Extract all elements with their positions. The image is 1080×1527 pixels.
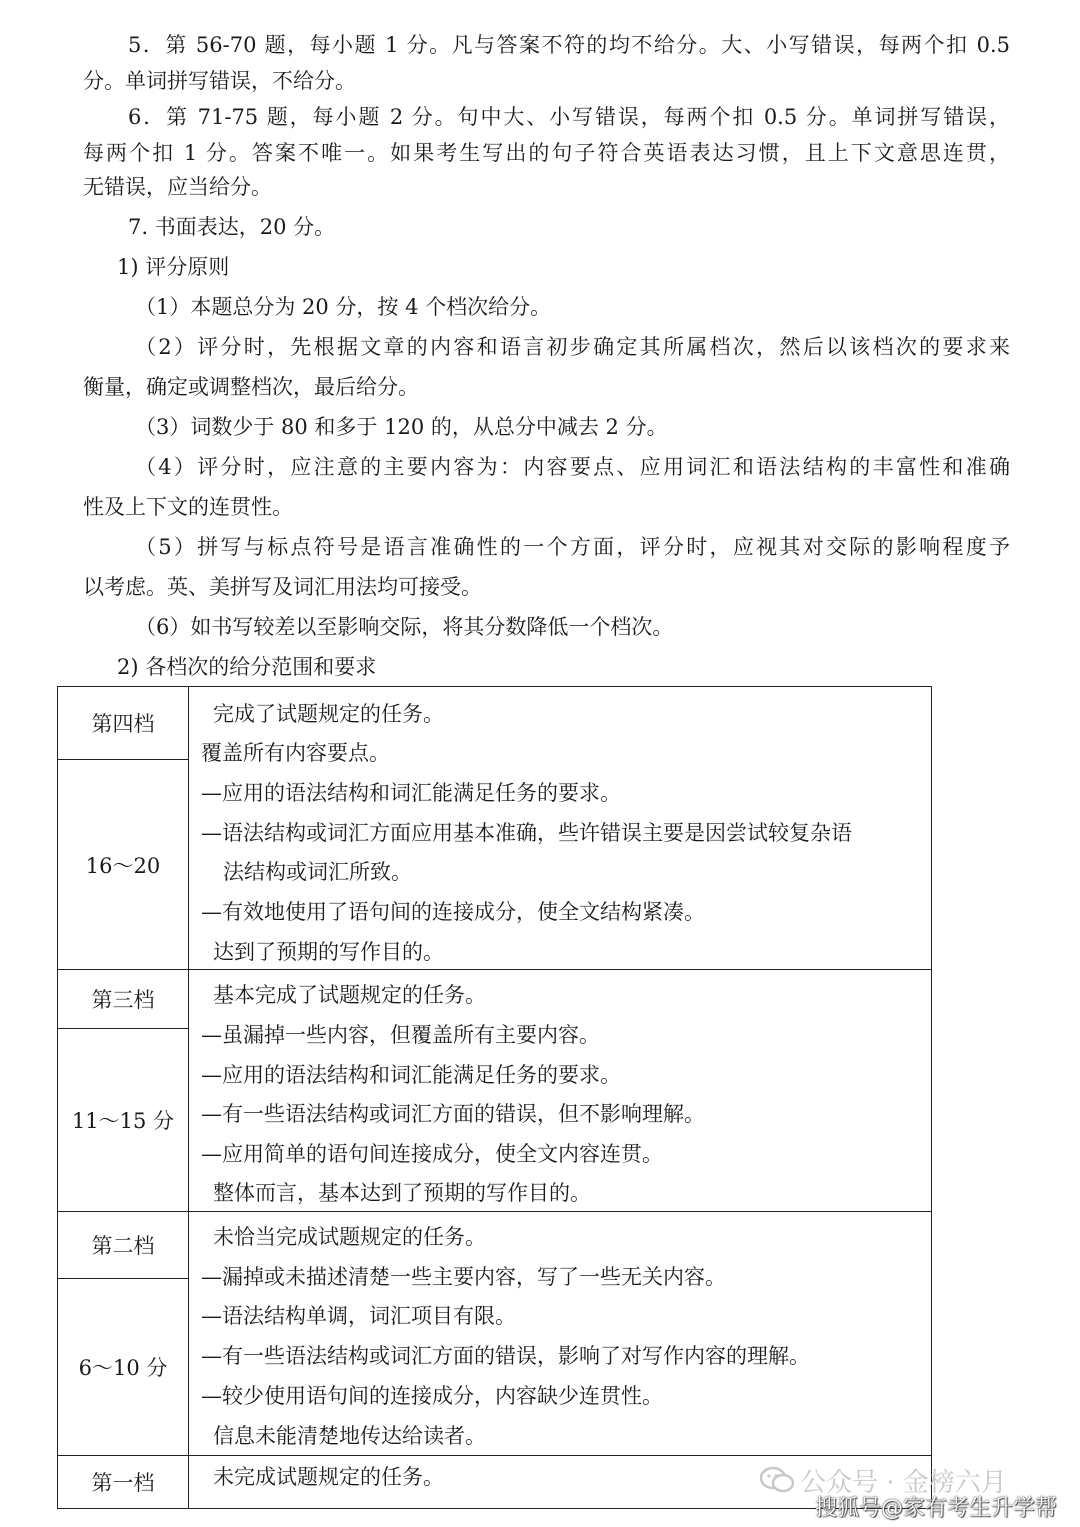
- tier-2-line-5: —较少使用语句间的连接成分，内容缺少连贯性。: [201, 1384, 663, 1408]
- rubric-table: [57, 686, 932, 1509]
- tier-2-line-3: —语法结构单调，词汇项目有限。: [201, 1304, 516, 1328]
- tier-2-line-4: —有一些语法结构或词汇方面的错误，影响了对写作内容的理解。: [201, 1344, 810, 1368]
- tier-3-line-6: 整体而言，基本达到了预期的写作目的。: [213, 1181, 591, 1205]
- tier-4-requirements: [189, 687, 932, 970]
- tier-2-line-6: 信息未能清楚地传达给读者。: [213, 1424, 486, 1448]
- tier-3-line-2: —虽漏掉一些内容，但覆盖所有主要内容。: [201, 1023, 600, 1047]
- tier-3-line-1: 基本完成了试题规定的任务。: [213, 983, 486, 1007]
- tier-4-range: 16～20: [58, 760, 189, 970]
- wechat-icon: [760, 1466, 794, 1494]
- tier-1-line-1: 未完成试题规定的任务。: [213, 1465, 444, 1489]
- tier-2-line-1: 未恰当完成试题规定的任务。: [213, 1225, 486, 1249]
- principle-1: （1）本题总分为 20 分，按 4 个档次给分。: [135, 295, 552, 319]
- section-2-heading: 2) 各档次的给分范围和要求: [117, 655, 377, 679]
- tier-4-line-2: 覆盖所有内容要点。: [201, 741, 390, 765]
- tier-4-line-7: 达到了预期的写作目的。: [213, 940, 444, 964]
- tier-3-range: 11～15 分: [58, 1029, 189, 1212]
- principle-5-line-2: 以考虑。英、美拼写及词汇用法均可接受。: [83, 575, 482, 599]
- principle-5-line-1: （5）拼写与标点符号是语言准确性的一个方面，评分时，应视其对交际的影响程度予: [135, 535, 1010, 559]
- tier-4-line-3: —应用的语法结构和词汇能满足任务的要求。: [201, 781, 621, 805]
- rule-7-heading: 7. 书面表达，20 分。: [128, 215, 336, 239]
- tier-3-line-3: —应用的语法结构和词汇能满足任务的要求。: [201, 1063, 621, 1087]
- principle-6: （6）如书写较差以至影响交际，将其分数降低一个档次。: [135, 615, 674, 639]
- tier-2-name: 第二档: [58, 1212, 189, 1279]
- tier-4-line-4: —语法结构或词汇方面应用基本准确，些许错误主要是因尝试较复杂语: [201, 821, 852, 845]
- principle-3: （3）词数少于 80 和多于 120 的，从总分中减去 2 分。: [135, 415, 668, 439]
- tier-4-name: 第四档: [58, 687, 189, 760]
- rule-5-line-2: 分。单词拼写错误，不给分。: [83, 69, 356, 93]
- rule-6-line-3: 无错误，应当给分。: [83, 175, 272, 199]
- wechat-watermark: 公众号 · 金榜六月: [800, 1468, 1007, 1498]
- rule-6-line-1: 6．第 71-75 题，每小题 2 分。句中大、小写错误，每两个扣 0.5 分。单词拼写错误，: [128, 105, 1010, 129]
- tier-3-line-4: —有一些语法结构或词汇方面的错误，但不影响理解。: [201, 1102, 705, 1126]
- tier-4-line-1: 完成了试题规定的任务。: [213, 702, 444, 726]
- tier-2-line-2: —漏掉或未描述清楚一些主要内容，写了一些无关内容。: [201, 1265, 726, 1289]
- tier-4-line-6: —有效地使用了语句间的连接成分，使全文结构紧凑。: [201, 900, 705, 924]
- tier-2-range: 6～10 分: [58, 1279, 189, 1456]
- principle-4-line-1: （4）评分时，应注意的主要内容为：内容要点、应用词汇和语法结构的丰富性和准确: [135, 455, 1010, 479]
- principle-2-line-1: （2）评分时，先根据文章的内容和语言初步确定其所属档次，然后以该档次的要求来: [135, 335, 1010, 359]
- rule-5-line-1: 5．第 56-70 题，每小题 1 分。凡与答案不符的均不给分。大、小写错误，每两个扣 0.5: [128, 33, 1010, 57]
- tier-4-line-5: 法结构或词汇所致。: [223, 860, 412, 884]
- tier-3-requirements: [189, 970, 932, 1212]
- tier-3-name: 第三档: [58, 970, 189, 1029]
- tier-1-name: 第一档: [58, 1456, 189, 1509]
- principle-2-line-2: 衡量，确定或调整档次，最后给分。: [83, 375, 419, 399]
- section-1-heading: 1) 评分原则: [117, 255, 230, 279]
- tier-2-requirements: [189, 1212, 932, 1456]
- sohu-watermark: 搜狐号@家有考生升学帮: [815, 1496, 1058, 1521]
- rule-6-line-2: 每两个扣 1 分。答案不唯一。如果考生写出的句子符合英语表达习惯，且上下文意思连贯，: [83, 141, 1010, 165]
- tier-3-line-5: —应用简单的语句间连接成分，使全文内容连贯。: [201, 1142, 663, 1166]
- principle-4-line-2: 性及上下文的连贯性。: [83, 495, 293, 519]
